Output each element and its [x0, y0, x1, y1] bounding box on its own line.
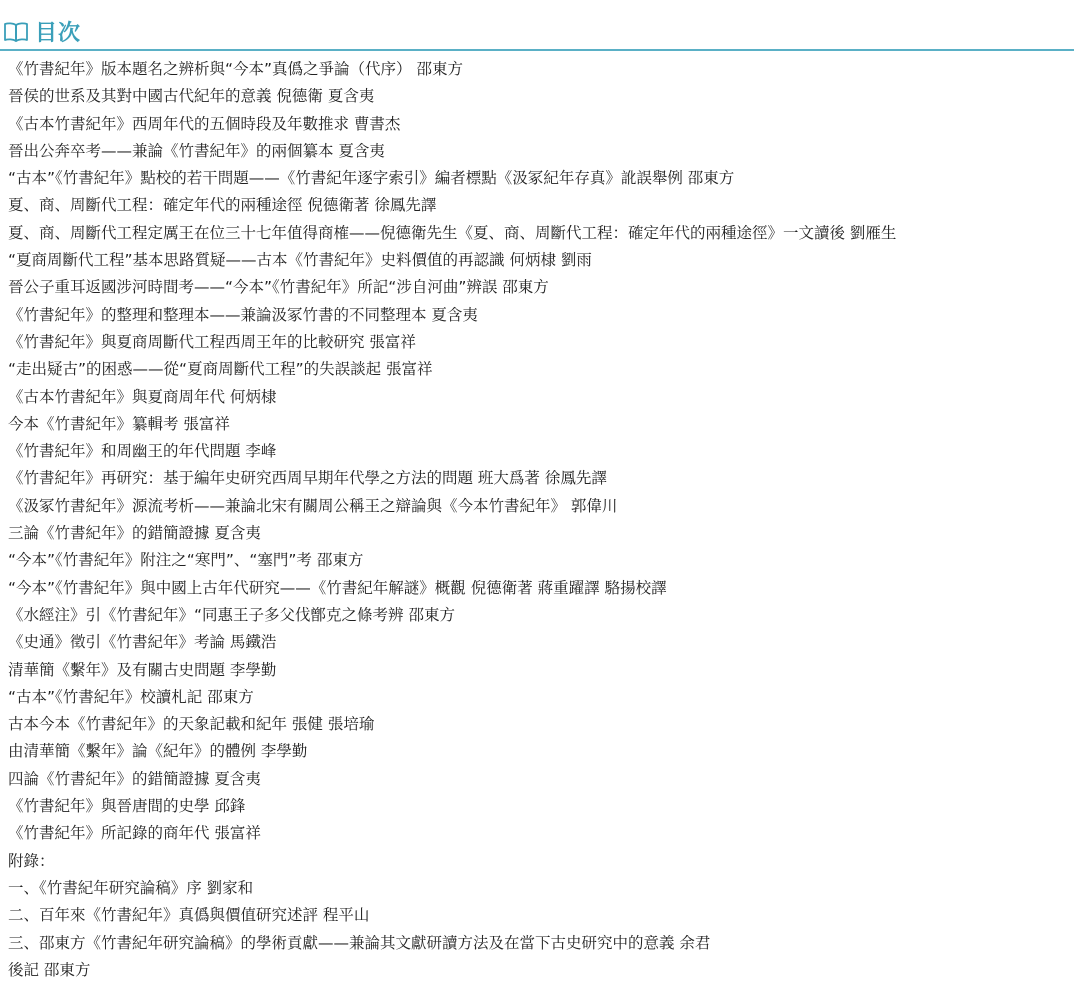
toc-item[interactable]: 《竹書紀年》版本題名之辨析與“今本”真僞之爭論（代序） 邵東方 — [8, 60, 463, 78]
toc-item[interactable]: “今本”《竹書紀年》附注之“寒門”、“塞門”考 邵東方 — [8, 551, 364, 570]
toc-item[interactable]: 三、邵東方《竹書紀年研究論稿》的學術貢獻——兼論其文獻研讀方法及在當下古史研究中的意義 余君 — [8, 933, 711, 952]
toc-item[interactable]: 《竹書紀年》的整理和整理本——兼論汲冢竹書的不同整理本 夏含夷 — [8, 305, 478, 324]
toc-item[interactable]: 三論《竹書紀年》的錯簡證據 夏含夷 — [8, 524, 261, 543]
toc-item[interactable]: “古本”《竹書紀年》校讀札記 邵東方 — [8, 687, 254, 706]
toc-item[interactable]: 晉出公奔卒考——兼論《竹書紀年》的兩個纂本 夏含夷 — [8, 141, 385, 160]
page-title: 目次 — [35, 21, 82, 46]
toc-item[interactable]: 《水經注》引《竹書紀年》“同惠王子多父伐鄫克之條考辨 邵東方 — [8, 605, 455, 624]
toc-header — [0, 14, 1074, 51]
toc-item[interactable]: 古本今本《竹書紀年》的天象記載和紀年 張健 張培瑜 — [8, 715, 375, 734]
toc-item[interactable]: 《古本竹書紀年》西周年代的五個時段及年數推求 曹書杰 — [8, 114, 401, 133]
toc-item[interactable]: 四論《竹書紀年》的錯簡證據 夏含夷 — [8, 769, 261, 788]
toc-item[interactable]: “古本”《竹書紀年》點校的若干問題——《竹書紀年逐字索引》編者標點《汲冢紀年存真》訛誤舉例 邵東方 — [8, 169, 735, 188]
toc-item[interactable]: 清華簡《繫年》及有關古史問題 李學勤 — [8, 660, 277, 679]
toc-item[interactable]: 《竹書紀年》所記錄的商年代 張富祥 — [8, 824, 261, 843]
toc-item[interactable]: 《竹書紀年》和周幽王的年代問題 李峰 — [8, 442, 277, 461]
toc-item[interactable]: 由清華簡《繫年》論《紀年》的體例 李學勤 — [8, 742, 308, 761]
toc-item[interactable]: “夏商周斷代工程”基本思路質疑——古本《竹書紀年》史料價值的再認識 何炳棣 劉雨 — [8, 251, 592, 270]
toc-item[interactable]: 《竹書紀年》再研究：基于編年史研究西周早期年代學之方法的問題 班大爲著 徐鳳先譯 — [8, 469, 607, 488]
toc-item[interactable]: “今本”《竹書紀年》與中國上古年代研究——《竹書紀年解謎》概觀 倪德衛著 蔣重躍譯 駱揚校譯 — [8, 578, 667, 597]
book-open-icon — [3, 21, 29, 43]
toc-item[interactable]: 一、《竹書紀年研究論稿》序 劉家和 — [8, 878, 254, 897]
toc-item[interactable]: 《古本竹書紀年》與夏商周年代 何炳棣 — [8, 387, 277, 406]
toc-item[interactable]: 夏、商、周斷代工程定厲王在位三十七年值得商榷——倪德衛先生《夏、商、周斷代工程：確定年代的兩種途徑》一文讀後 劉雁生 — [8, 223, 897, 242]
toc-item[interactable]: 今本《竹書紀年》纂輯考 張富祥 — [8, 414, 230, 433]
toc-item[interactable]: 《竹書紀年》與晉唐間的史學 邱鋒 — [8, 797, 246, 816]
toc-item[interactable]: “走出疑古”的困惑——從“夏商周斷代工程”的失誤談起 張富祥 — [8, 360, 433, 379]
toc-item[interactable]: 夏、商、周斷代工程：確定年代的兩種途徑 倪德衛著 徐鳳先譯 — [8, 196, 437, 215]
toc-list — [8, 56, 896, 984]
toc-item[interactable]: 《竹書紀年》與夏商周斷代工程西周王年的比較研究 張富祥 — [8, 332, 416, 351]
toc-item[interactable]: 《史通》徵引《竹書紀年》考論 馬鐵浩 — [8, 633, 277, 652]
toc-item[interactable]: 二、百年來《竹書紀年》真僞與價值研究述評 程平山 — [8, 906, 370, 925]
toc-item[interactable]: 晉侯的世系及其對中國古代紀年的意義 倪德衛 夏含夷 — [8, 87, 375, 106]
toc-item[interactable]: 附錄： — [8, 851, 55, 870]
toc-item[interactable]: 晉公子重耳返國涉河時間考——“今本”《竹書紀年》所記“涉自河曲”辨誤 邵東方 — [8, 278, 549, 297]
toc-item[interactable]: 後記 邵東方 — [8, 960, 91, 979]
toc-item[interactable]: 《汲冢竹書紀年》源流考析——兼論北宋有關周公稱王之辯論與《今本竹書紀年》 郭偉川 — [8, 496, 618, 515]
